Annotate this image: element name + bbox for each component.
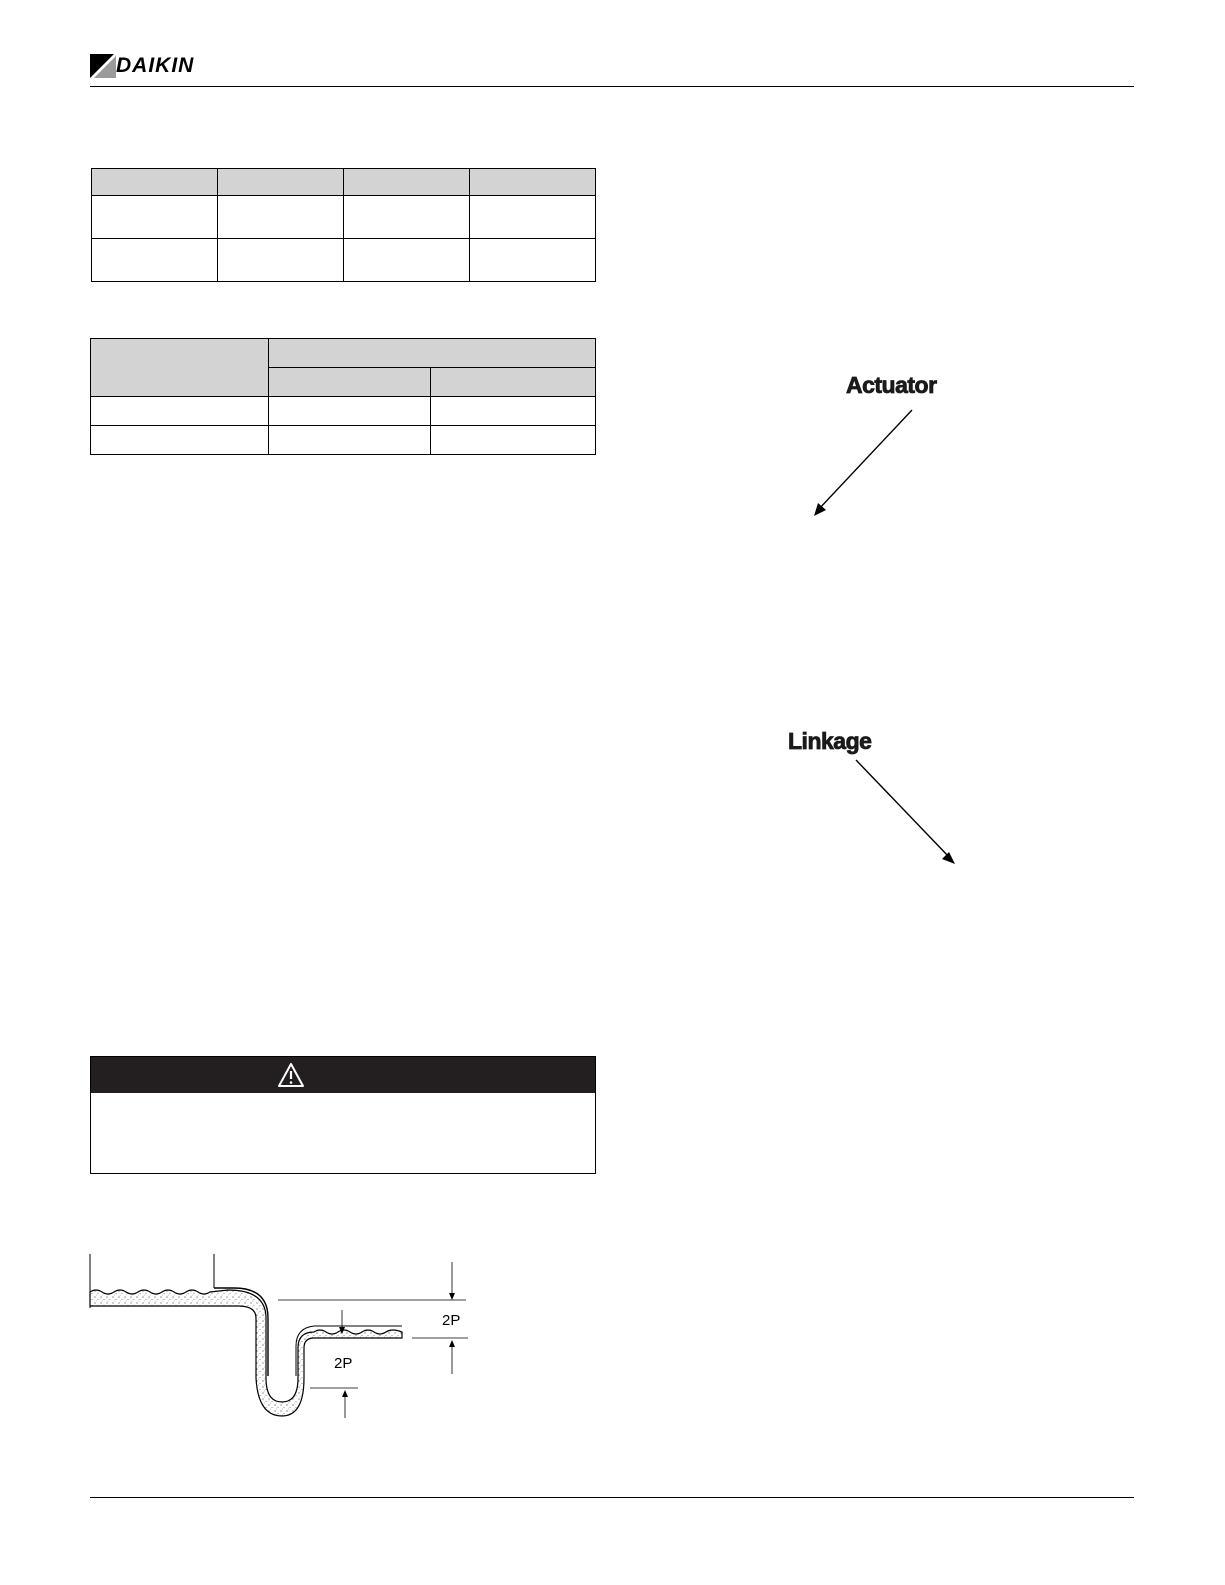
actuator-arrow	[814, 410, 912, 516]
linkage-arrow	[856, 760, 955, 864]
brand-name: DAIKIN	[116, 54, 195, 77]
footer-rule	[90, 1497, 1134, 1498]
callout-linkage: Linkage	[788, 728, 872, 754]
dimension-label-bottom: 2P	[334, 1355, 353, 1372]
callout-actuator: Actuator	[846, 372, 937, 398]
dimension-label-top: 2P	[442, 1312, 461, 1329]
